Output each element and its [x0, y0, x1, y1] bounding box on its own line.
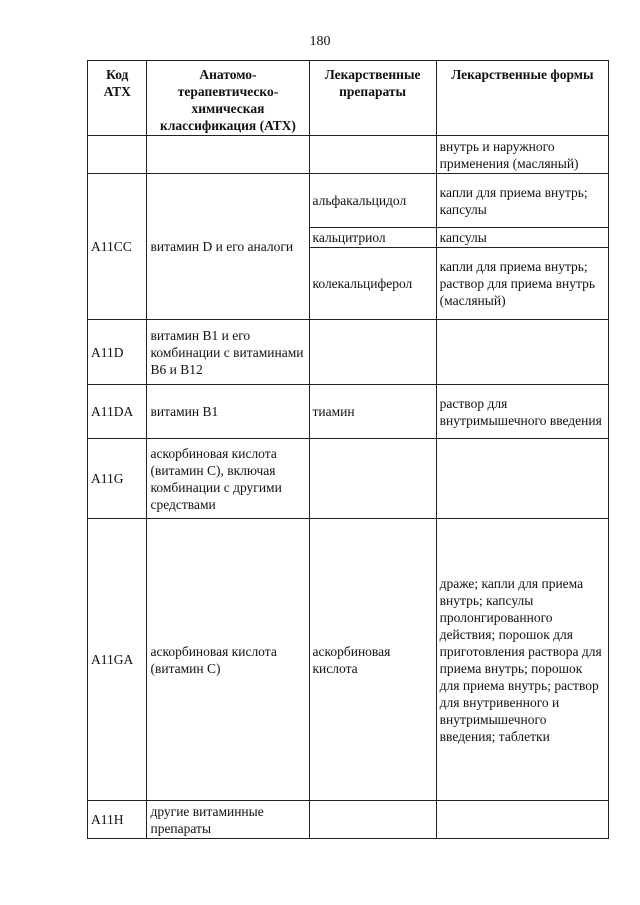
table-row [88, 519, 609, 801]
code-cell: A11CC [88, 174, 147, 320]
header-code: Код АТХ [88, 61, 147, 136]
drug-cell: альфакальцидол [309, 174, 436, 228]
code-cell [88, 136, 147, 174]
drug-cell: тиамин [309, 385, 436, 439]
table-row [88, 320, 609, 385]
table-row [88, 174, 609, 228]
forms-cell [436, 439, 608, 519]
page-number: 180 [309, 34, 331, 49]
forms-cell: внутрь и наружного применения (масляный) [436, 136, 608, 174]
drug-cell [309, 320, 436, 385]
class-cell [147, 136, 309, 174]
code-cell: A11G [88, 439, 147, 519]
code-cell: A11D [88, 320, 147, 385]
forms-cell: капли для приема внутрь; раствор для приема внутрь (масляный) [436, 248, 608, 320]
class-cell: витамин D и его аналоги [147, 174, 309, 320]
code-cell: A11DA [88, 385, 147, 439]
table-row [88, 385, 609, 439]
drug-cell [309, 439, 436, 519]
forms-cell: драже; капли для приема внутрь; капсулы пролонгированного действия; порошок для приготовления раствора для приема внутрь; порошок для приема внутрь; раствор для внутривенного и внутримышечного введения; таблетки [436, 519, 608, 801]
class-cell: аскорбиновая кислота (витамин С), включая комбинации с другими средствами [147, 439, 309, 519]
drug-cell: аскорбиновая кислота [309, 519, 436, 801]
drug-cell [309, 801, 436, 839]
table-row [88, 136, 609, 174]
drug-cell: кальцитриол [309, 228, 436, 248]
header-drugs: Лекарственные препараты [309, 61, 436, 136]
code-cell: A11H [88, 801, 147, 839]
table-row [88, 801, 609, 839]
forms-cell: раствор для внутримышечного введения [436, 385, 608, 439]
forms-cell: капли для приема внутрь; капсулы [436, 174, 608, 228]
drug-cell [309, 136, 436, 174]
class-cell: аскорбиновая кислота (витамин С) [147, 519, 309, 801]
class-cell: другие витаминные препараты [147, 801, 309, 839]
header-forms: Лекарственные формы [436, 61, 608, 136]
forms-cell [436, 801, 608, 839]
drug-cell: колекальциферол [309, 248, 436, 320]
code-cell: A11GA [88, 519, 147, 801]
atc-table [87, 60, 609, 839]
header-row [88, 61, 609, 136]
header-classification: Анатомо-терапевтическо-химическая классификация (АТХ) [147, 61, 309, 136]
class-cell: витамин B1 [147, 385, 309, 439]
forms-cell [436, 320, 608, 385]
class-cell: витамин B1 и его комбинации с витаминами B6 и B12 [147, 320, 309, 385]
table-row [88, 439, 609, 519]
forms-cell: капсулы [436, 228, 608, 248]
